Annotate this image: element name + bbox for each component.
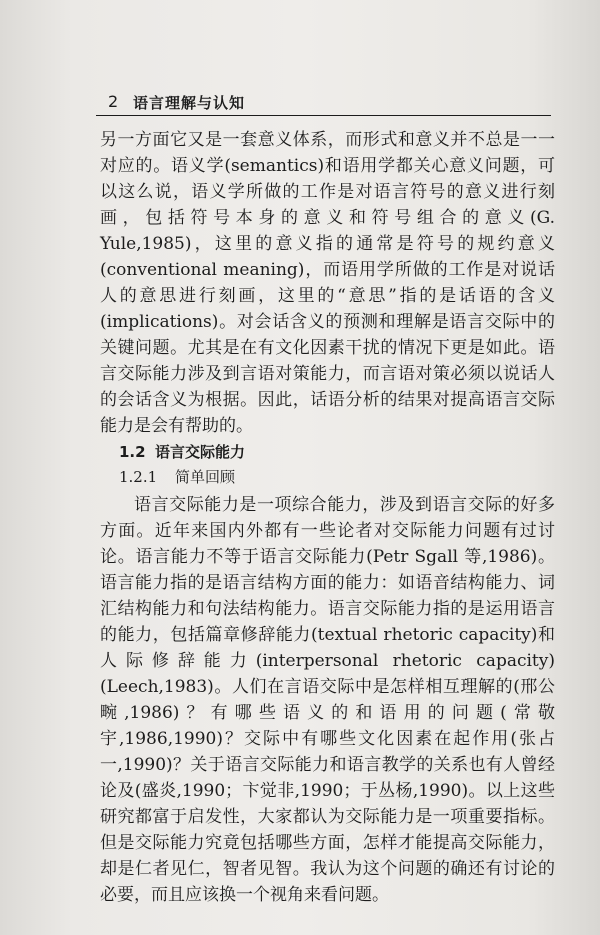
paragraph-text: 另一方面它又是一套意义体系，而形式和意义并不总是一一对应的。语义学(semantics)和语用学都关心意义问题，可以这么说，语义学所做的工作是对语言符号的意义进行刻画，包括符号本身的意义和符号组合的意义(G. Yule,1985)，这里的意义指的通常是符号的规约意义(conventional meaning)，而语用学所做的工作是对说话人的意思进行刻画，这里的“意思”指的是话语的含义(implications)。对会话含义的预测和理解是语言交际中的关键问题。尤其是在有文化因素干扰的情况下更是如此。语言交际能力涉及到言语对策能力，而言语对策必须以说话人的会话含义为根据。因此，话语分析的结果对提高语言交际能力是会有帮助的。 xyxy=(100,130,555,436)
section-heading xyxy=(119,441,519,462)
section-title: 语言交际能力 xyxy=(155,443,246,461)
subsection-number: 1.2.1 xyxy=(119,468,158,486)
page-number: 2 xyxy=(108,92,119,111)
section-number: 1.2 xyxy=(119,443,146,461)
header-rule xyxy=(96,115,551,116)
subsection-title: 简单回顾 xyxy=(175,468,236,486)
paragraph-text: 语言交际能力是一项综合能力，涉及到语言交际的好多方面。近年来国内外都有一些论者对交际能力问题有过讨论。语言能力不等于语言交际能力(Petr Sgall 等,1986)。语言能力指的是语言结构方面的能力：如语音结构能力、词汇结构能力和句法结构能力。语言交际能力指的是运用语言的能力，包括篇章修辞能力(textual rhetoric capacity)和人际修辞能力(interpersonal rhetoric capacity)(Leech,1983)。人们在言语交际中是怎样相互理解的(邢公畹,1986)？有哪些语义的和语用的问题(常敬宇,1986,1990)？交际中有哪些文化因素在起作用(张占一,1990)？关于语言交际能力和语言教学的关系也有人曾经论及(盛炎,1990；卞觉非,1990；于丛杨,1990)。以上这些研究都富于启发性，大家都认为交际能力是一项重要指标。但是交际能力究竟包括哪些方面，怎样才能提高交际能力，却是仁者见仁，智者见智。我认为这个问题的确还有讨论的必要，而且应该换一个视角来看问题。 xyxy=(100,495,555,905)
running-header xyxy=(105,92,545,114)
subsection-heading xyxy=(119,466,519,487)
running-title: 语言理解与认知 xyxy=(133,94,246,112)
paragraph-continued xyxy=(100,127,555,439)
paragraph-section-body xyxy=(100,492,555,908)
